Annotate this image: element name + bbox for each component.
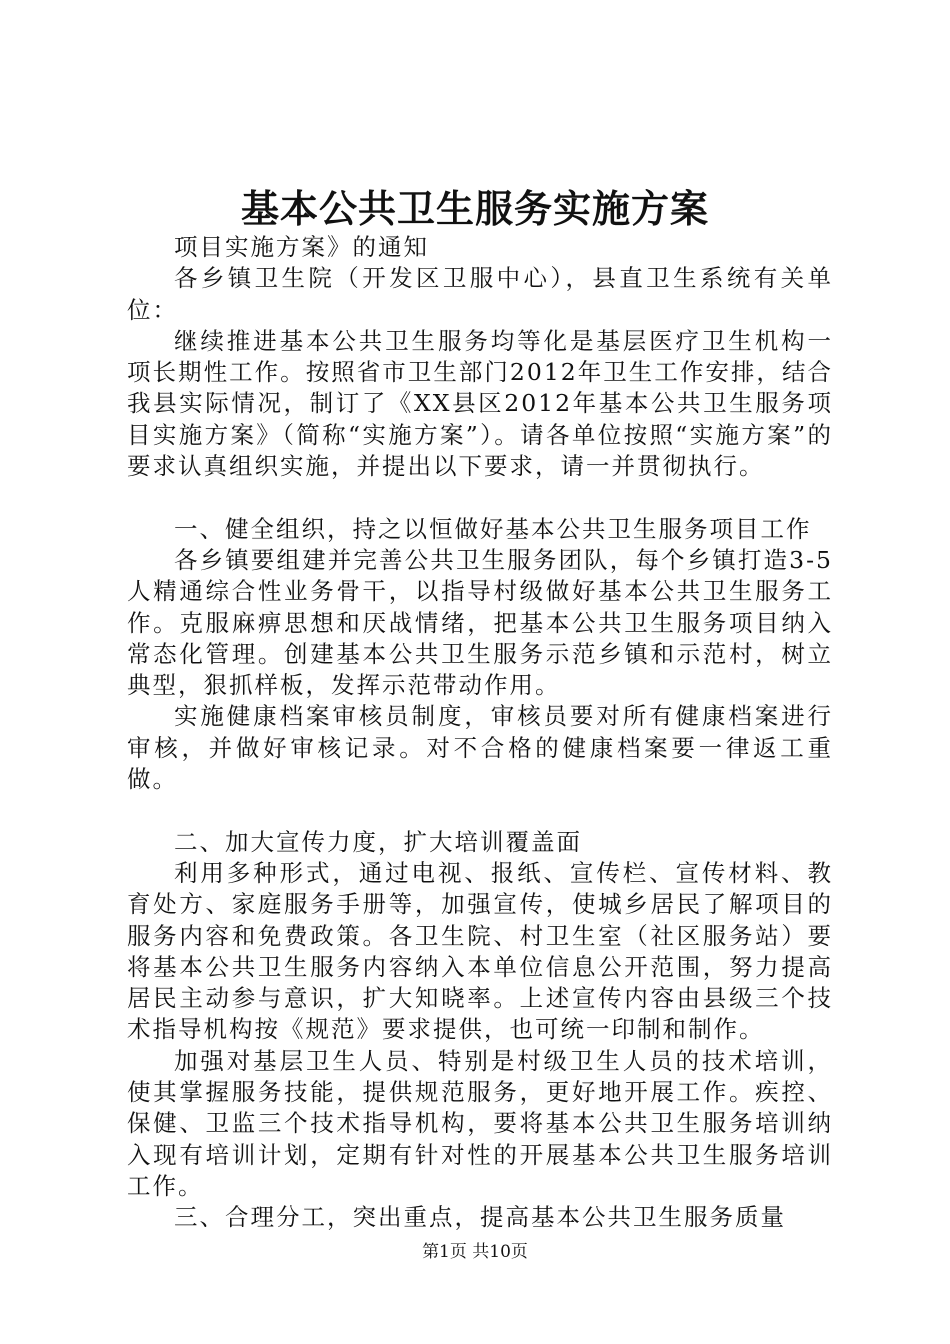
document-body [127, 232, 833, 1234]
paragraph-notice-title: 项目实施方案》的通知 [174, 233, 429, 261]
paragraph-gap [127, 795, 833, 826]
page-number-footer: 第1页 共10页 [422, 1242, 528, 1262]
section-heading-3: 三、合理分工，突出重点，提高基本公共卫生服务质量 [174, 1203, 786, 1232]
section-heading-1: 一、健全组织，持之以恒做好基本公共卫生服务项目工作 [174, 514, 812, 543]
section-heading-2: 二、加大宣传力度，扩大培训覆盖面 [174, 827, 582, 856]
paragraph-section2-publicity: 利用多种形式，通过电视、报纸、宣传栏、宣传材料、教育处方、家庭服务手册等，加强宣传，使城乡居民了解项目的服务内容和免费政策。各卫生院、村卫生室（社区服务站）要将基本公共卫生服务内容纳入本单位信息公开范围，努力提高居民主动参与意识，扩大知晓率。上述宣传内容由县级三个技术指导机构按《规范》要求提供，也可统一印制和制作。 [127, 858, 833, 1044]
paragraph-section2-training: 加强对基层卫生人员、特别是村级卫生人员的技术培训，使其掌握服务技能，提供规范服务，更好地开展工作。疾控、保健、卫监三个技术指导机构，要将基本公共卫生服务培训纳入现有培训计划，定期有针对性的开展基本公共卫生服务培训工作。 [127, 1046, 833, 1200]
paragraph-section1-team: 各乡镇要组建并完善公共卫生服务团队，每个乡镇打造3-5人精通综合性业务骨干，以指导村级做好基本公共卫生服务工作。克服麻痹思想和厌战情绪，把基本公共卫生服务项目纳入常态化管理。创建基本公共卫生服务示范乡镇和示范村，树立典型，狠抓样板，发挥示范带动作用。 [127, 545, 833, 700]
paragraph-section1-audit: 实施健康档案审核员制度，审核员要对所有健康档案进行审核，并做好审核记录。对不合格的健康档案要一律返工重做。 [127, 702, 833, 794]
paragraph-intro: 继续推进基本公共卫生服务均等化是基层医疗卫生机构一项长期性工作。按照省市卫生部门2012年卫生工作安排，结合我县实际情况，制订了《XX县区2012年基本公共卫生服务项目实施方案》（简称“实施方案”）。请各单位按照“实施方案”的要求认真组织实施，并提出以下要求，请一并贯彻执行。 [127, 326, 833, 481]
paragraph-gap [127, 482, 833, 513]
paragraph-addressee: 各乡镇卫生院（开发区卫服中心），县直卫生系统有关单位： [127, 264, 833, 324]
document-title: 基本公共卫生服务实施方案 [240, 186, 709, 231]
